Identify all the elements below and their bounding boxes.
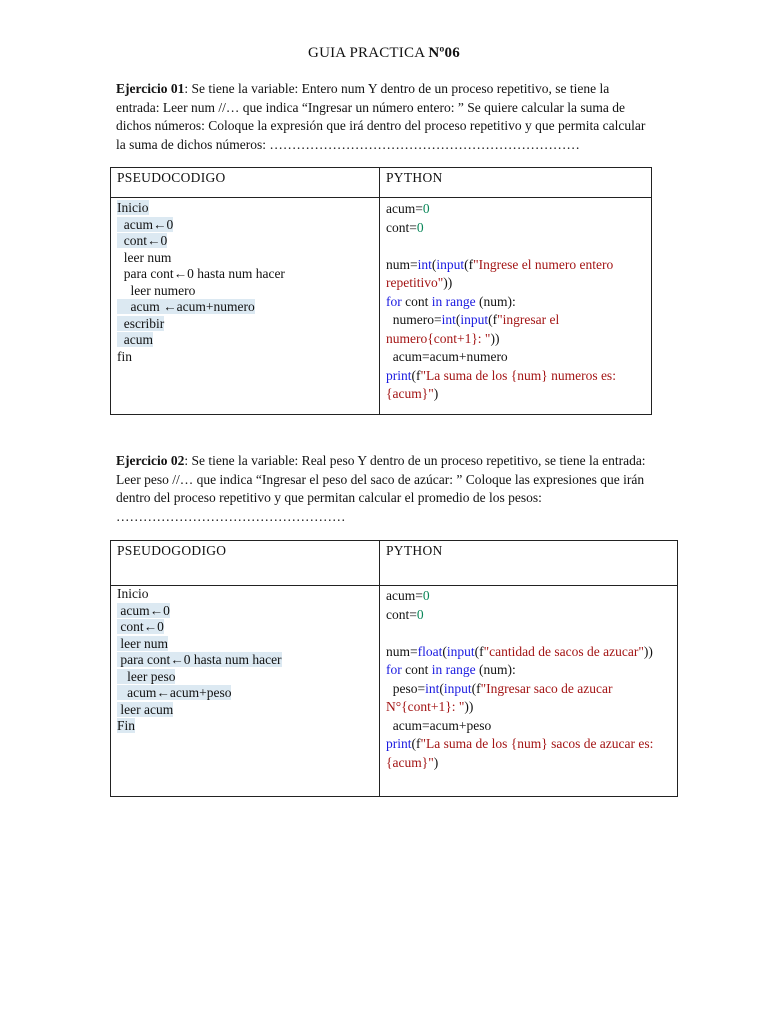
python-header: PYTHON — [386, 543, 443, 558]
exercise-2-table — [110, 540, 678, 797]
pseudocode-header: PSEUDOGODIGO — [117, 543, 227, 558]
page-title: GUIA PRACTICA Nº06 — [308, 45, 460, 61]
exercise-2-label: Ejercicio 02 — [116, 453, 185, 468]
exercise-2-statement: Ejercicio 02: Se tiene la variable: Real peso Y dentro de un proceso repetitivo, se tiene la entrada: Leer peso //… que indica “Ingresar el peso del saco de azúcar: ” Coloque las expresiones que irán dentro del proceso repetitivo y que permitan calcular el promedio de los pesos: …………………………………………… — [116, 453, 646, 524]
python-code-block: acum=0 cont=0 num=int(input(f"Ingrese el numero entero repetitivo")) for cont in range (num): numero=int(input(f"ingresar el numero{cont+1}: ")) acum=acum+numero print(f"La suma de los {num} numeros es: {acum}") — [386, 201, 616, 401]
python-code-block: acum=0 cont=0 num=float(input(f"cantidad de sacos de azucar")) for cont in range (num): peso=int(input(f"Ingresar saco de azucar N°{cont+1}: ")) acum=acum+peso print(f"La suma de los {num} sacos de azucar es: {acum}") — [386, 588, 654, 770]
pseudocode-block: Inicio acum←0 cont←0 leer num para cont←0 hasta num hacer leer peso acum←acum+peso leer acum Fin — [117, 586, 282, 733]
guide-number: Nº06 — [428, 45, 460, 61]
python-header: PYTHON — [386, 170, 443, 185]
exercise-1-label: Ejercicio 01 — [116, 81, 185, 96]
pseudocode-block: Inicio acum←0 cont←0 leer num para cont←0 hasta num hacer leer numero acum ←acum+numero escribir acum fin — [117, 200, 285, 364]
exercise-1-table — [110, 167, 652, 415]
exercise-1-statement: Ejercicio 01: Se tiene la variable: Entero num Y dentro de un proceso repetitivo, se tiene la entrada: Leer num //… que indica “Ingresar un número entero: ” Se quiere calcular la suma de dichos números: Coloque la expresión que irá dentro del proceso repetitivo y que permita calcular la suma de dichos números: …………………………………………………………… — [116, 81, 646, 152]
pseudocode-header: PSEUDOCODIGO — [117, 170, 226, 185]
